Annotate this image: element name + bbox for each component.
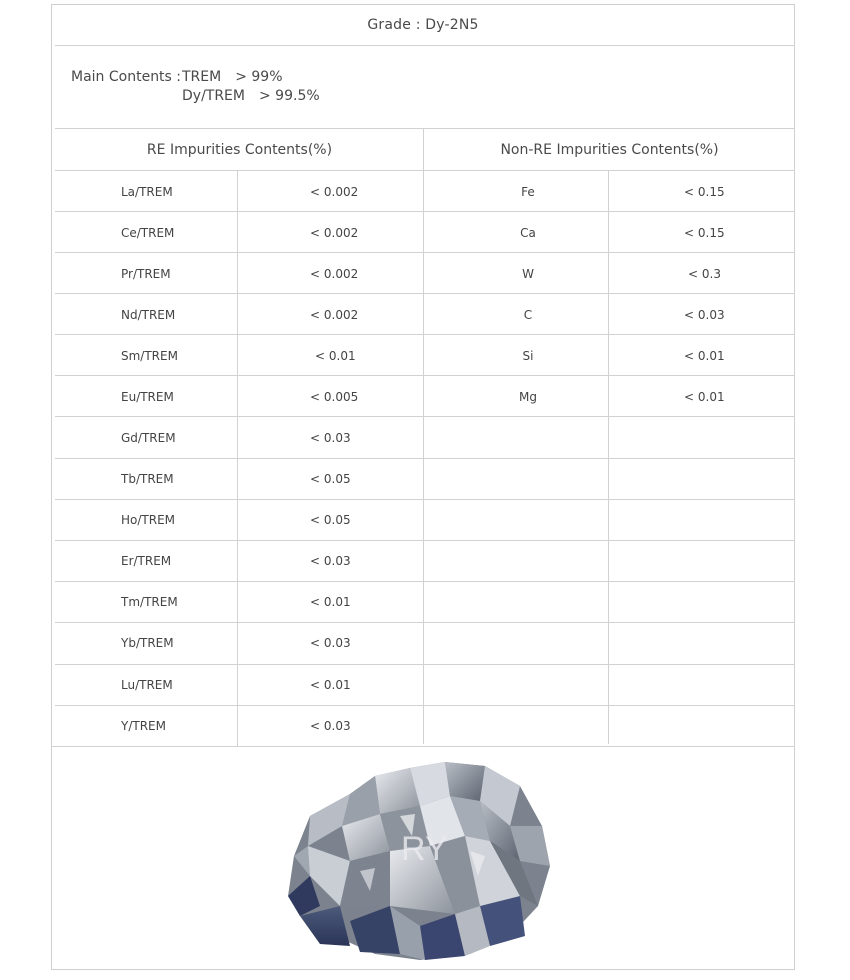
main-contents: [71, 68, 320, 106]
non-re-impurity-name: C: [523, 307, 533, 322]
re-impurity-value: < 0.005: [310, 389, 359, 404]
re-impurity-name: Yb/TREM: [121, 635, 174, 650]
re-impurity-value: < 0.01: [310, 677, 351, 692]
non-re-impurity-name: W: [522, 266, 534, 281]
re-impurity-value: < 0.03: [310, 718, 351, 733]
column-divider: [423, 128, 424, 744]
non-re-impurity-value: < 0.03: [684, 307, 725, 322]
re-impurity-name: La/TREM: [121, 184, 173, 199]
re-impurity-name: Eu/TREM: [121, 389, 174, 404]
non-re-impurity-value: < 0.01: [684, 348, 725, 363]
re-impurity-value: < 0.05: [310, 512, 351, 527]
re-impurity-value: < 0.03: [310, 553, 351, 568]
re-impurity-value: < 0.002: [310, 266, 359, 281]
re-impurity-value: < 0.03: [310, 635, 351, 650]
non-re-impurity-value: < 0.3: [688, 266, 721, 281]
re-impurity-name: Tm/TREM: [121, 594, 178, 609]
non-re-impurity-name: Fe: [521, 184, 535, 199]
re-impurity-name: Lu/TREM: [121, 677, 173, 692]
grade-label: Grade :: [367, 16, 421, 33]
main-content-name: TREM: [182, 69, 222, 85]
re-impurity-value: < 0.01: [315, 348, 356, 363]
re-impurity-name: Sm/TREM: [121, 348, 178, 363]
re-impurity-value: < 0.01: [310, 594, 351, 609]
grade-title: [51, 4, 795, 45]
non-re-impurity-name: Si: [522, 348, 534, 363]
non-re-impurity-name: Mg: [519, 389, 537, 404]
main-content-value: > 99%: [235, 69, 283, 85]
main-content-name: Dy/TREM: [182, 88, 245, 104]
re-impurity-name: Ho/TREM: [121, 512, 176, 527]
grade-value: Dy-2N5: [425, 16, 479, 33]
non-re-impurities-header: Non-RE Impurities Contents(%): [500, 141, 719, 158]
watermark-text: RY: [401, 830, 448, 868]
re-impurity-value: < 0.002: [310, 184, 359, 199]
column-divider: [608, 170, 609, 744]
non-re-impurity-value: < 0.15: [684, 225, 725, 240]
re-impurity-name: Gd/TREM: [121, 430, 176, 445]
main-contents-label: Main Contents :: [71, 69, 182, 85]
re-impurity-name: Y/TREM: [121, 718, 166, 733]
non-re-impurity-value: < 0.01: [684, 389, 725, 404]
re-impurity-name: Ce/TREM: [121, 225, 175, 240]
re-impurities-header: RE Impurities Contents(%): [146, 141, 333, 158]
re-impurity-value: < 0.002: [310, 307, 359, 322]
re-impurity-name: Tb/TREM: [121, 471, 174, 486]
re-impurity-value: < 0.002: [310, 225, 359, 240]
re-impurity-value: < 0.03: [310, 430, 351, 445]
divider: [55, 45, 795, 46]
re-impurity-name: Pr/TREM: [121, 266, 171, 281]
main-content-value: > 99.5%: [259, 88, 320, 104]
non-re-impurity-value: < 0.15: [684, 184, 725, 199]
re-impurity-name: Er/TREM: [121, 553, 172, 568]
re-impurity-value: < 0.05: [310, 471, 351, 486]
re-impurity-name: Nd/TREM: [121, 307, 176, 322]
non-re-impurity-name: Ca: [520, 225, 536, 240]
